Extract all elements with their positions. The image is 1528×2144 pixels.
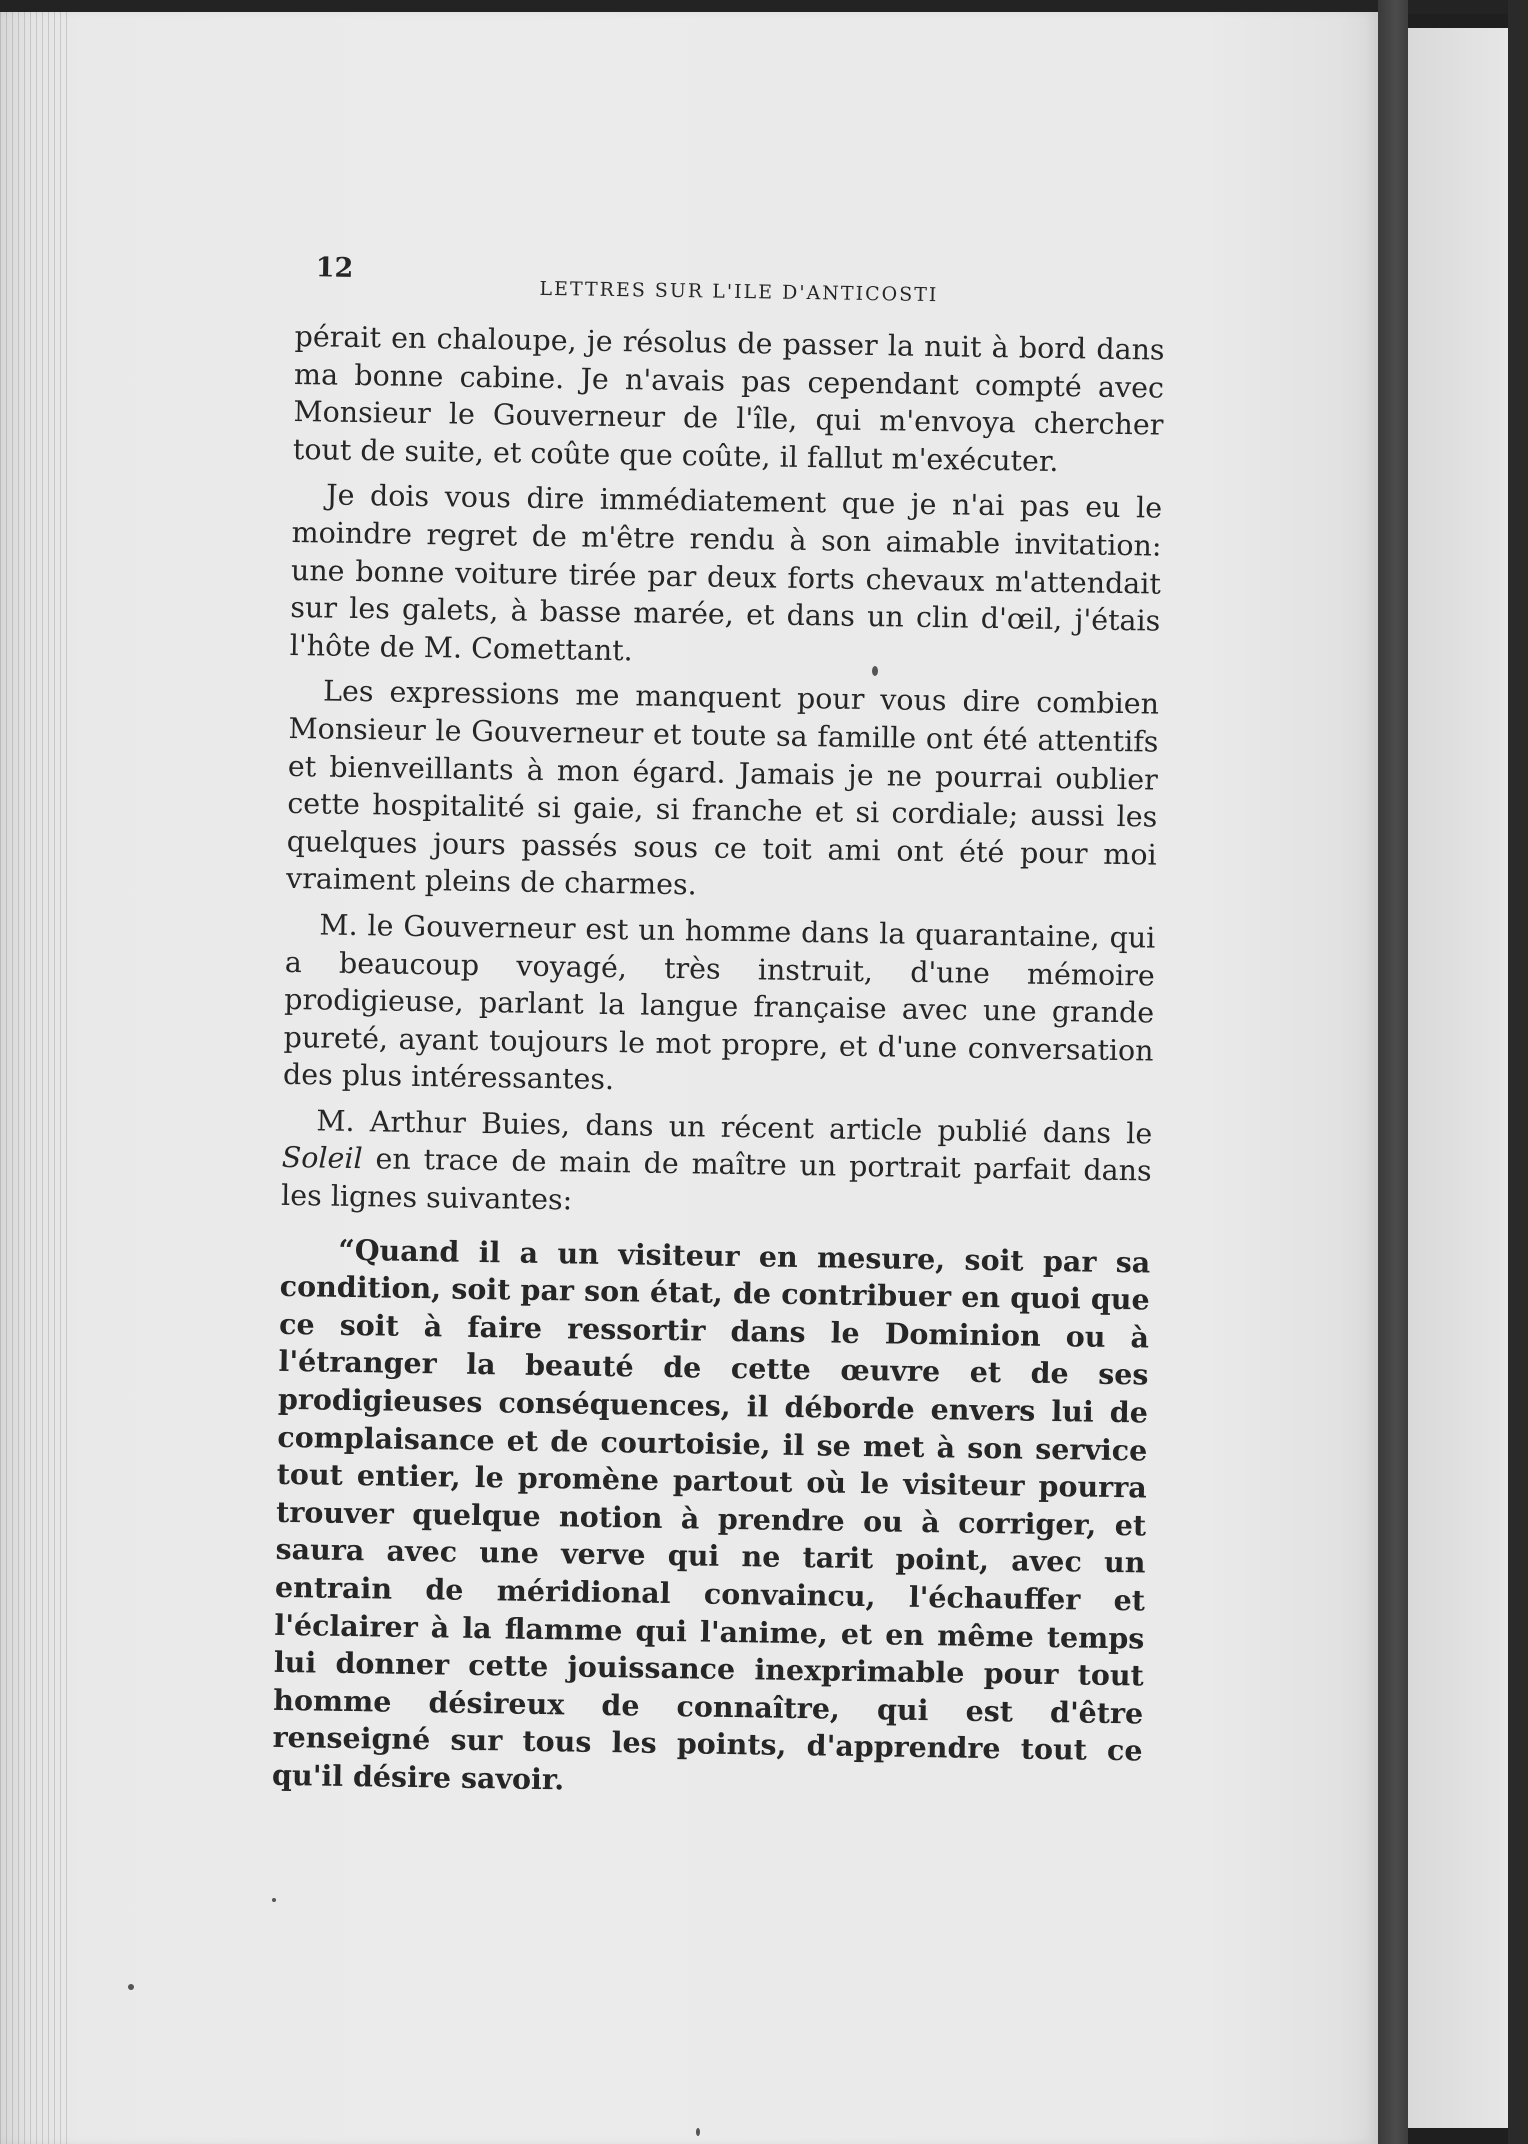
newspaper-title: Soleil [281,1141,363,1176]
paragraph-2: Je dois vous dire immédiatement que je n'ai pas eu le moindre regret de m'être rendu à son aimable invitation: une bonne voiture tirée par deux forts chevaux m'attendait sur les galets, à basse marée, et dans un clin d'œil, j'étais l'hôte de M. Comettant. [289,478,1163,668]
page-text [272,252,1166,1816]
paragraph-5-end: en trace de main de maître un portrait parfait dans les lignes suivantes: [280,1142,1152,1217]
paragraph-3: Les expressions me manquent pour vous dire combien Monsieur le Gouverneur et toute sa famille ont été attentifs et bienveillants à mon égard. Jamais je ne pourrai oublier cette hospitalité si gaie, si franche et si cordiale; aussi les quelques jours passés sous ce toit ami ont été pour moi vraiment pleins de charmes. [285,674,1160,902]
ink-speck [128,1984,134,1990]
running-title: LETTRES SUR L'ILE D'ANTICOSTI [539,277,939,307]
facing-page-edge [1408,28,1508,2128]
page-number: 12 [315,252,354,284]
paragraph-1: pérait en chaloupe, je résolus de passer la nuit à bord dans ma bonne cabine. Je n'avais pas cependant compté avec Monsieur le Gouverneur de l'île, qui m'envoya chercher tout de suite, et coûte que coûte, il fallut m'exécuter. [292,319,1165,478]
quoted-passage: “Quand il a un visiteur en mesure, soit par sa condition, soit par son état, de contribuer en quoi que ce soit à faire ressortir dans le Dominion ou à l'étranger la beauté de cette œuvre et de ses prodigieuses conséquences, il déborde envers lui de complaisance et de courtoisie, il se met à son service tout entier, le promène partout où le visiteur pourra trouver quelque notion à prendre ou à corriger, et saura avec une verve qui ne tarit point, avec un entrain de méridional convaincu, l'échauffer et l'éclairer à la flamme qui l'anime, et en même temps lui donner cette jouissance inexprimable pour tout homme désireux de connaître, qui est d'être renseigné sur tous les points, d'apprendre tout ce qu'il désire savoir. [271,1232,1151,1797]
ink-speck [272,1898,276,1902]
ink-speck [696,2128,700,2136]
page-fore-edge [0,12,70,2144]
book-gutter [1378,0,1408,2144]
scan-right-border [1508,0,1528,2144]
paragraph-5-start: M. Arthur Buies, dans un récent article publié dans le [316,1104,1153,1151]
paragraph-4: M. le Gouverneur est un homme dans la quarantaine, qui a beaucoup voyagé, très instruit, d'une mémoire prodigieuse, parlant la langue française avec une grande pureté, ayant toujours le mot propre, et d'une conversation des plus intéressantes. [282,908,1156,1097]
paragraph-5 [281,1102,1153,1228]
